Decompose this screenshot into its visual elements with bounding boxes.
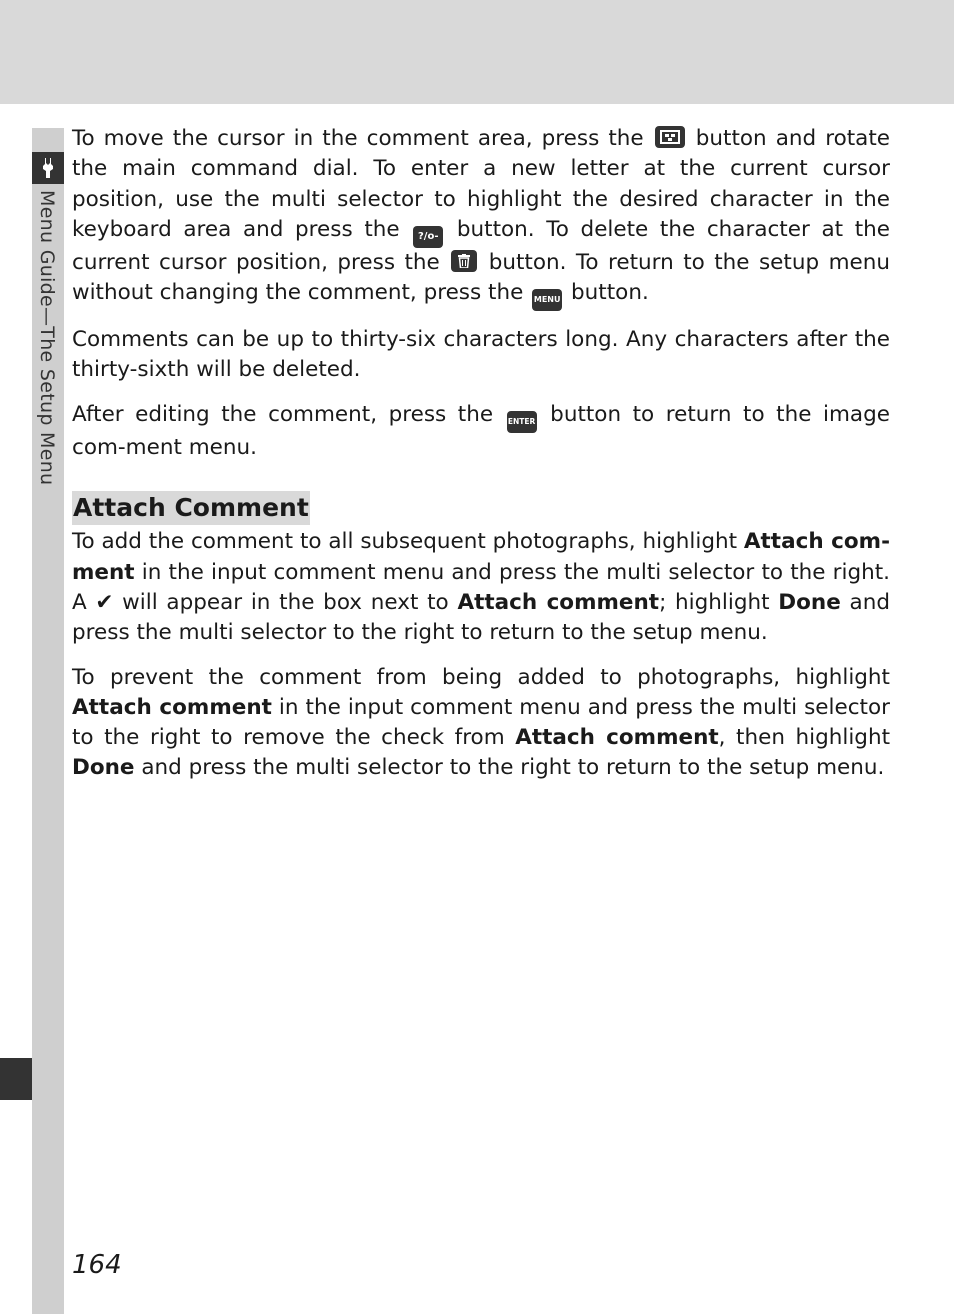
- paragraph-2: Comments can be up to thirty-six characters long. Any characters after the thirty-sixth will be deleted.: [72, 327, 890, 383]
- help-protect-icon: ?/o-: [413, 226, 443, 248]
- enter-button-icon: ENTER: [507, 411, 537, 433]
- section-heading: Attach Comment: [72, 491, 310, 525]
- menu-button-icon: MENU: [532, 289, 562, 311]
- wrench-icon: [32, 152, 64, 184]
- paragraph-1: To move the cursor in the comment area, press the button and rotate the main command dial. To enter a new letter at the current cursor position, use the multi selector to highlight the desired character in the keyboard area and press the ?/o- button. To delete the character at the current cursor position, press the button. To return to the setup menu without changing the comment, press the MENU button.: [72, 124, 890, 311]
- thumbnail-grid-icon: [655, 126, 685, 148]
- chapter-tab: [0, 1058, 32, 1100]
- header-band: [0, 0, 954, 104]
- paragraph-4: To add the comment to all subsequent photographs, highlight Attach com-ment in the input comment menu and press the multi selector to the right. A ✔ will appear in the box next to Attach comment; highlight Done and press the multi selector to the right to return to the setup menu.: [72, 529, 891, 646]
- paragraph-3: After editing the comment, press the ENTER button to return to the image com-ment menu.: [72, 401, 890, 460]
- trash-icon: [451, 250, 477, 272]
- section-side-label: Menu Guide—The Setup Menu: [36, 190, 58, 486]
- paragraph-5: To prevent the comment from being added to photographs, highlight Attach comment in the input comment menu and press the multi selector to the right to remove the check from Attach comment, then highlight Done and press the multi selector to the right to return to the setup menu.: [72, 664, 891, 781]
- page-content: [72, 124, 890, 798]
- page-number: 164: [72, 1250, 122, 1280]
